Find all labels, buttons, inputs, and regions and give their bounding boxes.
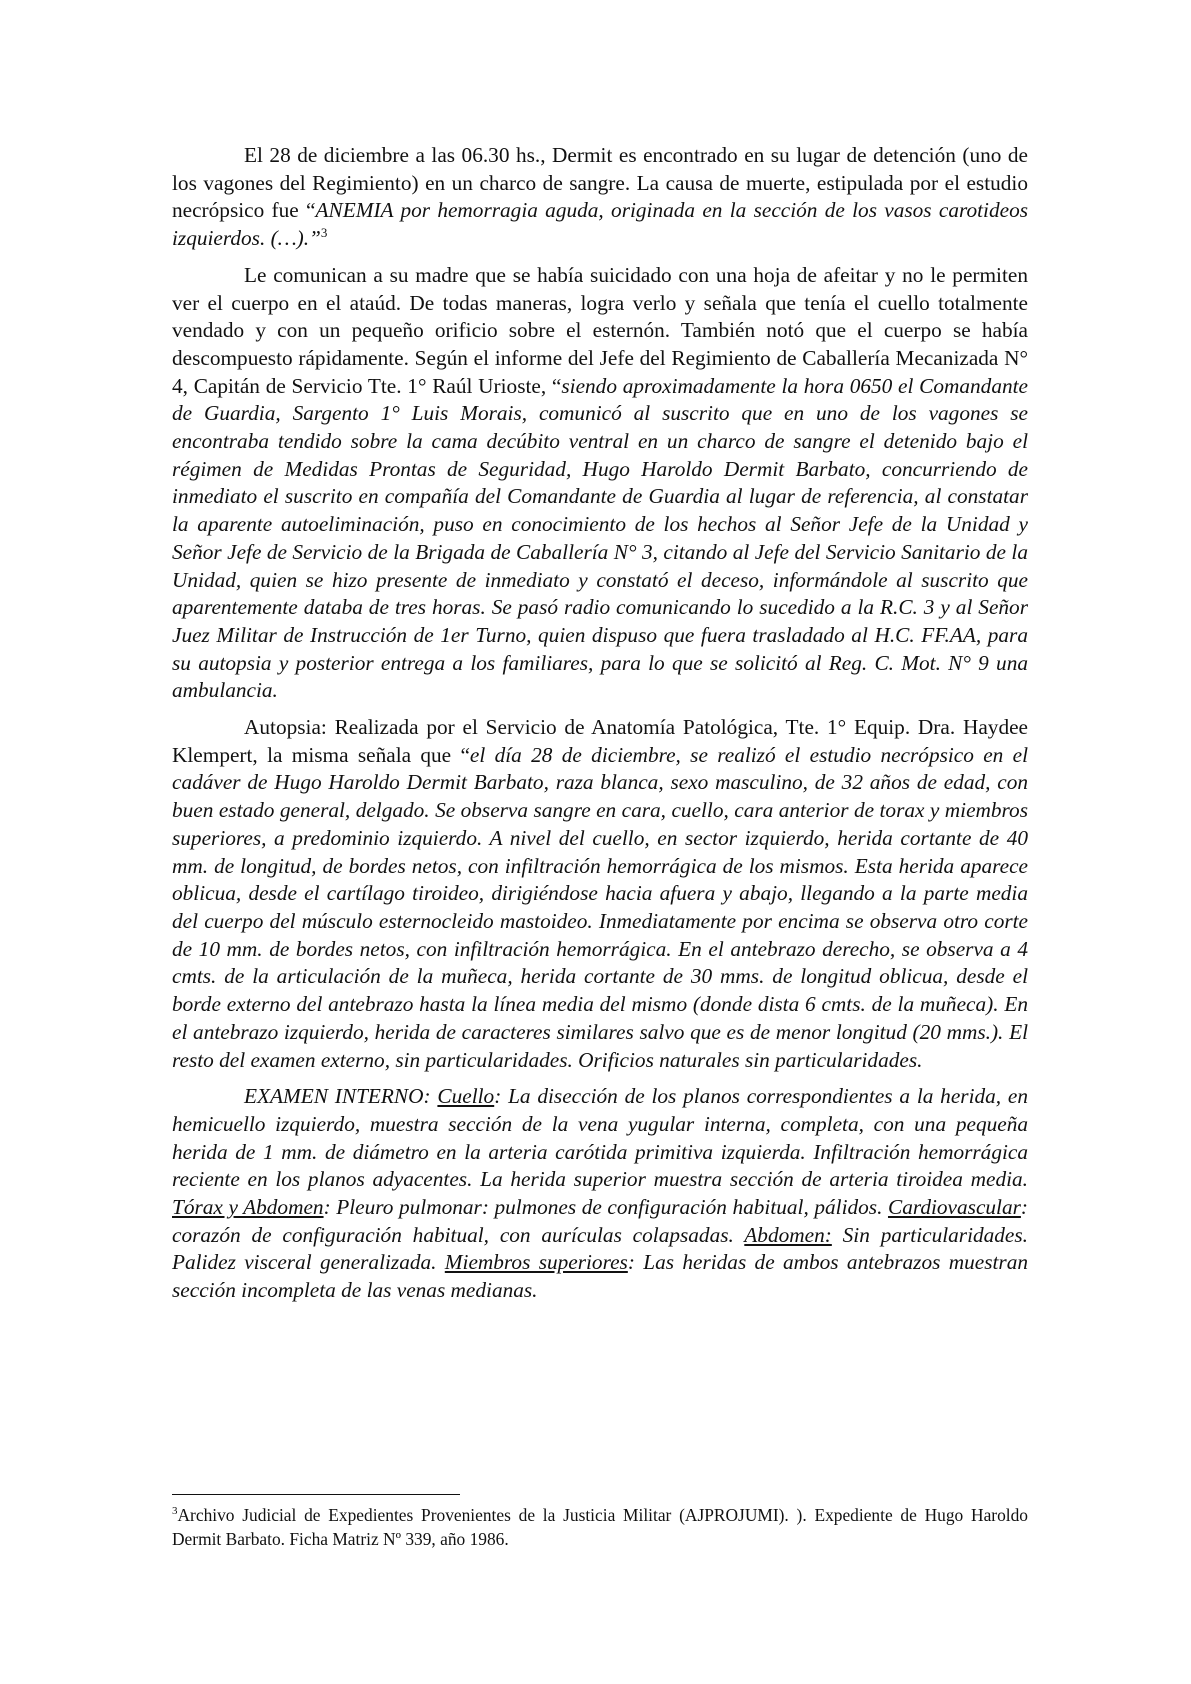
footnote-reference: 3 [320,225,328,241]
quoted-cause-of-death: ANEMIA por hemorragia aguda, originada en la sección de los vasos carotideos izquierdos. (…).” [172,198,1029,251]
internal-exam-text [172,1084,1028,1302]
paragraph-autopsy [172,714,1028,1074]
section-label-neck: Cuello [437,1084,495,1109]
section-label-abdomen: Abdomen: [744,1222,832,1247]
paragraph-text: : La disección de los planos correspondientes a la herida, en hemicuello izquierdo, muestra sección de la vena yugular interna, completa, con una pequeña herida de 1 mm. de diámetro en la arteria carótida primitiva izquierda. Infiltración hemorrágica reciente en los planos adyacentes. La herida superior muestra sección de arteria tiroidea media. [172,1084,1028,1192]
footnote-separator [172,1494,460,1495]
paragraph-text: Le comunican a su madre que se había suicidado con una hoja de afeitar y no le permiten ver el cuerpo en el ataúd. De todas maneras, logra verlo y señala que tenía el cuello totalmente vendado y con un pequeño orificio sobre el esternón. También notó que el cuerpo se había descompuesto rápidamente. Según el informe del Jefe del Regimiento de Caballería Mecanizada N° 4, Capitán de Servicio Tte. 1° Raúl Urioste, “ [172,262,1028,398]
paragraph-text: Autopsia: Realizada por el Servicio de Anatomía Patológica, Tte. 1° Equip. Dra. Haydee Klempert, la misma señala que “ [172,715,1028,767]
paragraph-text: : corazón de configuración habitual, con aurículas colapsadas. [172,1195,1028,1247]
paragraph-internal-exam [172,1083,1028,1305]
footnote-number: 3 [172,1505,178,1518]
footnote-text: Archivo Judicial de Expedientes Provenientes de la Justicia Militar (AJPROJUMI). ). Expediente de Hugo Haroldo Dermit Barbato. Ficha Matriz Nº 339, año 1986. [172,1505,1028,1549]
paragraph-text: : Pleuro pulmonar: pulmones de configuración habitual, pálidos. [323,1195,888,1220]
paragraph-text: Sin particularidades. Palidez visceral generalizada. [172,1222,1028,1275]
paragraph-regiment-report [172,262,1028,705]
paragraph-text: El 28 de diciembre a las 06.30 hs., Dermit es encontrado en su lugar de detención (uno de los vagones del Regimiento) en un charco de sangre. La causa de muerte, estipulada por el estudio necrópsico fue “ [172,143,1028,223]
section-label-thorax-abdomen: Tórax y Abdomen [172,1195,324,1220]
section-label-cardiovascular: Cardiovascular [887,1195,1021,1220]
footnote [172,1504,1028,1551]
document-body [172,142,1028,1314]
quoted-regiment-report: siendo aproximadamente la hora 0650 el Comandante de Guardia, Sargento 1° Luis Morais, comunicó al suscrito que en uno de los vagones se encontraba tendido sobre la cama decúbito ventral en un charco de sangre el detenido bajo el régimen de Medidas Prontas de Seguridad, Hugo Haroldo Dermit Barbato, concurriendo de inmediato el suscrito en compañía del Comandante de Guardia al lugar de referencia, al constatar la aparente autoeliminación, puso en conocimiento de los hechos al Señor Jefe de la Unidad y Señor Jefe de Servicio de la Brigada de Caballería N° 3, citando al Jefe del Servicio Sanitario de la Unidad, quien se hizo presente de inmediato y constató el deceso, informándole al suscrito que aparentemente databa de tres horas. Se pasó radio comunicando lo sucedido a la R.C. 3 y al Señor Juez Militar de Instrucción de 1er Turno, quien dispuso que fuera trasladado al H.C. FF.AA, para su autopsia y posterior entrega a los familiares, para lo que se solicitó al Reg. C. Mot. N° 9 una ambulancia. [172,373,1028,703]
paragraph-text: : Las heridas de ambos antebrazos muestran sección incompleta de las venas medianas. [172,1250,1028,1303]
section-label-upper-limbs: Miembros superiores [444,1250,628,1275]
internal-exam-heading: EXAMEN INTERNO: [244,1084,438,1109]
quoted-autopsy-report: el día 28 de diciembre, se realizó el estudio necrópsico en el cadáver de Hugo Haroldo Dermit Barbato, raza blanca, sexo masculino, de 32 años de edad, con buen estado general, delgado. Se observa sangre en cara, cuello, cara anterior de torax y miembros superiores, a predominio izquierdo. A nivel del cuello, en sector izquierdo, herida cortante de 40 mm. de longitud, de bordes netos, con infiltración hemorrágica de los mismos. Esta herida aparece oblicua, desde el cartílago tiroideo, dirigiéndose hacia afuera y abajo, llegando a la parte media del cuerpo del músculo esternocleido mastoideo. Inmediatamente por encima se observa otro corte de 10 mm. de bordes netos, con infiltración hemorrágica. En el antebrazo derecho, se observa a 4 cmts. de la articulación de la muñeca, herida cortante de 30 mms. de longitud oblicua, desde el borde externo del antebrazo hasta la línea media del mismo (donde dista 6 cmts. de la muñeca). En el antebrazo izquierdo, herida de caracteres similares salvo que es de menor longitud (20 mms.). El resto del examen externo, sin particularidades. Orificios naturales sin particularidades. [172,742,1028,1072]
paragraph-death-report [172,142,1028,253]
